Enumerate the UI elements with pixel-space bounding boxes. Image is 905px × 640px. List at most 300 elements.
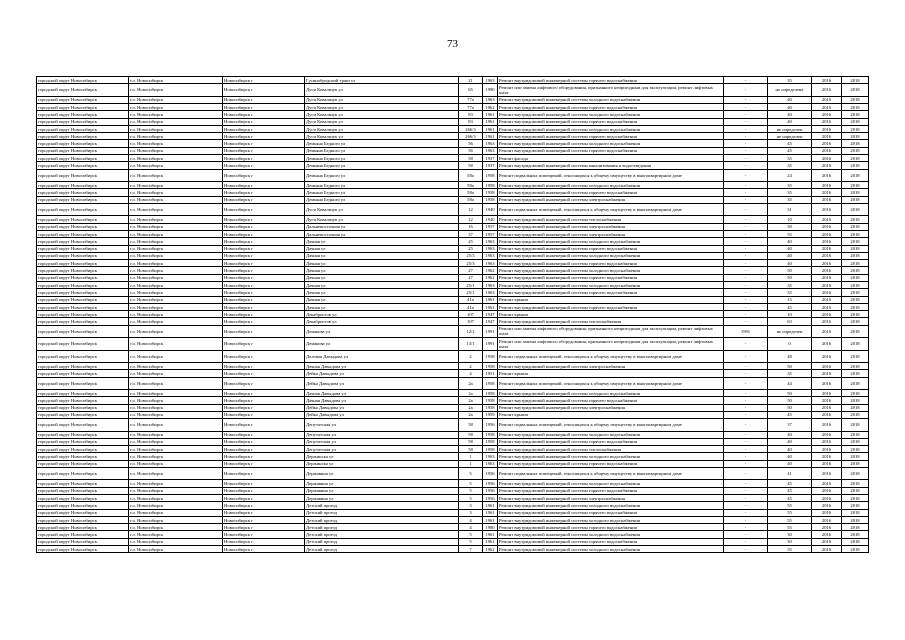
municipality-cell: городской округ Новосибирск xyxy=(37,494,129,501)
municipality-cell: городской округ Новосибирск xyxy=(37,84,129,96)
house-number-cell: 58а xyxy=(459,196,483,203)
year-cell: 1962 xyxy=(483,103,498,110)
street-cell: Держинска ул xyxy=(305,460,459,467)
start-year-cell: 2016 xyxy=(812,509,842,516)
year-cell: 1961 xyxy=(483,538,498,545)
house-number-cell: 25/3 xyxy=(459,260,483,267)
end-year-cell: 2018 xyxy=(842,274,869,281)
end-year-cell: 2018 xyxy=(842,487,869,494)
wear-cell: 35 xyxy=(768,182,812,189)
end-year-cell: 2018 xyxy=(842,267,869,274)
street-cell: Демьяна Бедного ул xyxy=(305,140,459,147)
wear-cell: 44 xyxy=(768,377,812,389)
municipality-cell: городской округ Новосибирск xyxy=(37,404,129,411)
house-number-cell: 16 xyxy=(459,223,483,230)
wear-cell: 40 xyxy=(768,431,812,438)
extra-year-cell: - xyxy=(724,494,768,501)
start-year-cell: 2016 xyxy=(812,411,842,418)
house-number-cell: 83 xyxy=(459,118,483,125)
wear-cell: 40 xyxy=(768,460,812,467)
extra-year-cell: - xyxy=(724,531,768,538)
start-year-cell: 2016 xyxy=(812,147,842,154)
wear-cell: 50 xyxy=(768,404,812,411)
work-type-cell: Ремонт внутридомовой инженерной системы горячего водоснабжения xyxy=(498,538,724,545)
start-year-cell: 2016 xyxy=(812,155,842,162)
wear-cell: 40 xyxy=(768,245,812,252)
street-cell: Демьяна Бедного ул xyxy=(305,196,459,203)
table-row xyxy=(37,318,869,325)
end-year-cell: 2018 xyxy=(842,516,869,523)
extra-year-cell: - xyxy=(724,468,768,480)
table-row xyxy=(37,182,869,189)
house-number-cell: 2 xyxy=(459,362,483,369)
street-cell: Дуси Ковальчук ул xyxy=(305,125,459,132)
municipality-cell: городской округ Новосибирск xyxy=(37,169,129,181)
wear-cell: 37 xyxy=(768,419,812,431)
street-cell: Дачная Давыдова ул xyxy=(305,397,459,404)
year-cell: 1947 xyxy=(483,311,498,318)
district-cell: г.о. Новосибирск xyxy=(129,189,223,196)
work-type-cell: Ремонт внутридомовой инженерной системы холодного водоснабжения xyxy=(498,282,724,289)
year-cell: 1957 xyxy=(483,230,498,237)
house-number-cell: 266/3 xyxy=(459,133,483,140)
end-year-cell: 2018 xyxy=(842,96,869,103)
wear-cell: 30 xyxy=(768,538,812,545)
district-cell: г.о. Новосибирск xyxy=(129,318,223,325)
work-type-cell: Ремонт внутридомовой инженерной системы горячего водоснабжения xyxy=(498,289,724,296)
extra-year-cell: - xyxy=(724,389,768,396)
page-number: 73 xyxy=(447,38,458,50)
end-year-cell: 2018 xyxy=(842,453,869,460)
table-row xyxy=(37,155,869,162)
end-year-cell: 2018 xyxy=(842,431,869,438)
year-cell: 1963 xyxy=(483,96,498,103)
table-row xyxy=(37,370,869,377)
year-cell: 1961 xyxy=(483,303,498,310)
district-cell: г.о. Новосибирск xyxy=(129,267,223,274)
end-year-cell: 2018 xyxy=(842,245,869,252)
city-cell: Новосибирск г xyxy=(223,370,305,377)
district-cell: г.о. Новосибирск xyxy=(129,446,223,453)
street-cell: Демьяна Бедного ул xyxy=(305,162,459,169)
municipality-cell: городской округ Новосибирск xyxy=(37,338,129,350)
work-type-cell: Ремонт внутридомовой инженерной системы холодного водоснабжения xyxy=(498,502,724,509)
work-type-cell: Ремонт подвальных помещений, относящихся к общему имуществу в многоквартирном доме xyxy=(498,377,724,389)
work-type-cell: Ремонт внутридомовой инженерной системы электроснабжения xyxy=(498,196,724,203)
wear-cell: не определена xyxy=(768,84,812,96)
street-cell: Дуси Ковальчук ул xyxy=(305,133,459,140)
municipality-cell: городской округ Новосибирск xyxy=(37,411,129,418)
municipality-cell: городской округ Новосибирск xyxy=(37,468,129,480)
wear-cell: 40 xyxy=(768,96,812,103)
city-cell: Новосибирск г xyxy=(223,111,305,118)
table-row xyxy=(37,84,869,96)
house-number-cell: 2а xyxy=(459,397,483,404)
street-cell: Детский проезд xyxy=(305,516,459,523)
municipality-cell: городской округ Новосибирск xyxy=(37,296,129,303)
start-year-cell: 2016 xyxy=(812,103,842,110)
extra-year-cell: - xyxy=(724,453,768,460)
end-year-cell: 2018 xyxy=(842,182,869,189)
district-cell: г.о. Новосибирск xyxy=(129,546,223,553)
year-cell: 1940 xyxy=(483,216,498,223)
extra-year-cell: - xyxy=(724,480,768,487)
year-cell: 1980 xyxy=(483,524,498,531)
extra-year-cell: - xyxy=(724,203,768,215)
wear-cell: 50 xyxy=(768,397,812,404)
year-cell: 1963 xyxy=(483,238,498,245)
district-cell: г.о. Новосибирск xyxy=(129,216,223,223)
start-year-cell: 2016 xyxy=(812,196,842,203)
end-year-cell: 2018 xyxy=(842,155,869,162)
house-number-cell: 7 xyxy=(459,546,483,553)
house-number-cell: 2 xyxy=(459,350,483,362)
extra-year-cell: - xyxy=(724,267,768,274)
wear-cell: 50 xyxy=(768,223,812,230)
work-type-cell: Ремонт внутридомовой инженерной системы теплоснабжения xyxy=(498,446,724,453)
street-cell: Дачная ул xyxy=(305,289,459,296)
district-cell: г.о. Новосибирск xyxy=(129,453,223,460)
wear-cell: 50 xyxy=(768,389,812,396)
extra-year-cell: - xyxy=(724,111,768,118)
wear-cell: 45 xyxy=(768,140,812,147)
city-cell: Новосибирск г xyxy=(223,267,305,274)
extra-year-cell: - xyxy=(724,370,768,377)
wear-cell: 10 xyxy=(768,216,812,223)
house-number-cell: 56 xyxy=(459,140,483,147)
extra-year-cell: - xyxy=(724,147,768,154)
house-number-cell: 2а xyxy=(459,404,483,411)
district-cell: г.о. Новосибирск xyxy=(129,531,223,538)
district-cell: г.о. Новосибирск xyxy=(129,162,223,169)
end-year-cell: 2018 xyxy=(842,446,869,453)
work-type-cell: Ремонт внутридомовой инженерной системы электроснабжения xyxy=(498,223,724,230)
work-type-cell: Ремонт внутридомовой инженерной системы холодного водоснабжения xyxy=(498,531,724,538)
year-cell: 1963 xyxy=(483,460,498,467)
street-cell: Дуси Ковальчук ул xyxy=(305,84,459,96)
year-cell: 1958 xyxy=(483,189,498,196)
end-year-cell: 2018 xyxy=(842,531,869,538)
end-year-cell: 2018 xyxy=(842,438,869,445)
wear-cell: 15 xyxy=(768,296,812,303)
extra-year-cell: - xyxy=(724,118,768,125)
city-cell: Новосибирск г xyxy=(223,155,305,162)
wear-cell: 45 xyxy=(768,411,812,418)
work-type-cell: Ремонт внутридомовой инженерной системы горячего водоснабжения xyxy=(498,487,724,494)
district-cell: г.о. Новосибирск xyxy=(129,362,223,369)
street-cell: Дуси Ковальчук ул xyxy=(305,103,459,110)
year-cell: 1956 xyxy=(483,480,498,487)
house-number-cell: 77а xyxy=(459,96,483,103)
municipality-cell: городской округ Новосибирск xyxy=(37,303,129,310)
end-year-cell: 2018 xyxy=(842,377,869,389)
work-type-cell: Ремонт внутридомовой инженерной системы горячего водоснабжения xyxy=(498,189,724,196)
table-row xyxy=(37,487,869,494)
end-year-cell: 2018 xyxy=(842,196,869,203)
house-number-cell: 13/1 xyxy=(459,338,483,350)
house-number-cell: 58 xyxy=(459,155,483,162)
district-cell: г.о. Новосибирск xyxy=(129,509,223,516)
house-number-cell: 25/3 xyxy=(459,252,483,259)
municipality-cell: городской округ Новосибирск xyxy=(37,282,129,289)
start-year-cell: 2016 xyxy=(812,162,842,169)
table-row xyxy=(37,133,869,140)
work-type-cell: Ремонт внутридомовой инженерной системы электроснабжения xyxy=(498,230,724,237)
end-year-cell: 2018 xyxy=(842,147,869,154)
municipality-cell: городской округ Новосибирск xyxy=(37,538,129,545)
end-year-cell: 2018 xyxy=(842,289,869,296)
district-cell: г.о. Новосибирск xyxy=(129,325,223,337)
district-cell: г.о. Новосибирск xyxy=(129,389,223,396)
wear-cell: 40 xyxy=(768,238,812,245)
house-number-cell: 58 xyxy=(459,431,483,438)
house-number-cell: 25 xyxy=(459,245,483,252)
extra-year-cell: - xyxy=(724,419,768,431)
city-cell: Новосибирск г xyxy=(223,96,305,103)
start-year-cell: 2016 xyxy=(812,370,842,377)
year-cell: 1956 xyxy=(483,468,498,480)
wear-cell: 35 xyxy=(768,196,812,203)
year-cell: 1963 xyxy=(483,245,498,252)
table-row xyxy=(37,96,869,103)
district-cell: г.о. Новосибирск xyxy=(129,77,223,84)
district-cell: г.о. Новосибирск xyxy=(129,397,223,404)
municipality-cell: городской округ Новосибирск xyxy=(37,370,129,377)
city-cell: Новосибирск г xyxy=(223,438,305,445)
work-type-cell: Ремонт или замена лифтового оборудования, признанного непригодным для эксплуатации, ремонт лифтовых шахт xyxy=(498,338,724,350)
house-number-cell: 5 xyxy=(459,538,483,545)
city-cell: Новосибирск г xyxy=(223,169,305,181)
city-cell: Новосибирск г xyxy=(223,502,305,509)
district-cell: г.о. Новосибирск xyxy=(129,431,223,438)
house-number-cell: 5 xyxy=(459,487,483,494)
municipality-cell: городской округ Новосибирск xyxy=(37,397,129,404)
table-row xyxy=(37,118,869,125)
end-year-cell: 2018 xyxy=(842,303,869,310)
district-cell: г.о. Новосибирск xyxy=(129,245,223,252)
work-type-cell: Ремонт внутридомовой инженерной системы горячего водоснабжения xyxy=(498,245,724,252)
year-cell: 1958 xyxy=(483,362,498,369)
year-cell: 1962 xyxy=(483,267,498,274)
wear-cell: 40 xyxy=(768,111,812,118)
work-type-cell: Ремонт внутридомовой инженерной системы горячего водоснабжения xyxy=(498,103,724,110)
end-year-cell: 2018 xyxy=(842,169,869,181)
end-year-cell: 2018 xyxy=(842,502,869,509)
municipality-cell: городской округ Новосибирск xyxy=(37,111,129,118)
year-cell: 1963 xyxy=(483,289,498,296)
year-cell: 1947 xyxy=(483,318,498,325)
year-cell: 1961 xyxy=(483,111,498,118)
municipality-cell: городской округ Новосибирск xyxy=(37,438,129,445)
work-type-cell: Ремонт внутридомовой инженерной системы горячего водоснабжения xyxy=(498,260,724,267)
work-type-cell: Ремонт внутридомовой инженерной системы электроснабжения xyxy=(498,494,724,501)
work-type-cell: Ремонт внутридомовой инженерной системы теплоснабжения xyxy=(498,216,724,223)
city-cell: Новосибирск г xyxy=(223,296,305,303)
city-cell: Новосибирск г xyxy=(223,282,305,289)
wear-cell: 55 xyxy=(768,516,812,523)
house-number-cell: 58а xyxy=(459,169,483,181)
year-cell: 1961 xyxy=(483,516,498,523)
house-number-cell: 4 xyxy=(459,516,483,523)
district-cell: г.о. Новосибирск xyxy=(129,468,223,480)
start-year-cell: 2016 xyxy=(812,203,842,215)
street-cell: Детский проезд xyxy=(305,531,459,538)
work-type-cell: Ремонт внутридомовой инженерной системы горячего водоснабжения xyxy=(498,438,724,445)
work-type-cell: Ремонт внутридомовой инженерной системы холодного водоснабжения xyxy=(498,389,724,396)
table-row xyxy=(37,377,869,389)
end-year-cell: 2018 xyxy=(842,494,869,501)
street-cell: Державина ул xyxy=(305,468,459,480)
house-number-cell: 107 xyxy=(459,311,483,318)
street-cell: Демьяна Бедного ул xyxy=(305,189,459,196)
wear-cell: 55 xyxy=(768,546,812,553)
wear-cell: 31 xyxy=(768,203,812,215)
house-number-cell: 83 xyxy=(459,111,483,118)
table-row xyxy=(37,238,869,245)
table-row xyxy=(37,147,869,154)
wear-cell: 45 xyxy=(768,147,812,154)
municipality-cell: городской округ Новосибирск xyxy=(37,546,129,553)
city-cell: Новосибирск г xyxy=(223,362,305,369)
work-type-cell: Ремонт внутридомовой инженерной системы холодного водоснабжения xyxy=(498,252,724,259)
table-row xyxy=(37,516,869,523)
house-number-cell: 3 xyxy=(459,502,483,509)
table-row xyxy=(37,438,869,445)
end-year-cell: 2018 xyxy=(842,509,869,516)
municipality-cell: городской округ Новосибирск xyxy=(37,389,129,396)
year-cell: 1961 xyxy=(483,125,498,132)
end-year-cell: 2018 xyxy=(842,362,869,369)
extra-year-cell: - xyxy=(724,516,768,523)
table-row xyxy=(37,338,869,350)
work-type-cell: Ремонт внутридомовой инженерной системы холодного водоснабжения xyxy=(498,182,724,189)
district-cell: г.о. Новосибирск xyxy=(129,84,223,96)
city-cell: Новосибирск г xyxy=(223,162,305,169)
city-cell: Новосибирск г xyxy=(223,223,305,230)
work-type-cell: Ремонт подвальных помещений, относящихся к общему имуществу в многоквартирном доме xyxy=(498,350,724,362)
work-type-cell: Ремонт внутридомовой инженерной системы горячего водоснабжения xyxy=(498,274,724,281)
table-row xyxy=(37,282,869,289)
year-cell: 1958 xyxy=(483,350,498,362)
municipality-cell: городской округ Новосибирск xyxy=(37,325,129,337)
street-cell: Дуси Ковальчук ул xyxy=(305,96,459,103)
district-cell: г.о. Новосибирск xyxy=(129,133,223,140)
house-number-cell: 56 xyxy=(459,147,483,154)
municipality-cell: городской округ Новосибирск xyxy=(37,103,129,110)
municipality-cell: городской округ Новосибирск xyxy=(37,230,129,237)
extra-year-cell: - xyxy=(724,460,768,467)
start-year-cell: 2016 xyxy=(812,238,842,245)
wear-cell: 0 xyxy=(768,338,812,350)
street-cell: Декабристов ул xyxy=(305,318,459,325)
municipality-cell: городской округ Новосибирск xyxy=(37,446,129,453)
district-cell: г.о. Новосибирск xyxy=(129,311,223,318)
work-type-cell: Ремонт внутридомовой инженерной системы горячего водоснабжения xyxy=(498,147,724,154)
year-cell: 1991 xyxy=(483,325,498,337)
start-year-cell: 2016 xyxy=(812,480,842,487)
wear-cell: 35 xyxy=(768,282,812,289)
wear-cell: 40 xyxy=(768,453,812,460)
municipality-cell: городской округ Новосибирск xyxy=(37,223,129,230)
city-cell: Новосибирск г xyxy=(223,509,305,516)
city-cell: Новосибирск г xyxy=(223,84,305,96)
start-year-cell: 2016 xyxy=(812,438,842,445)
street-cell: Дуси Ковальчук ул xyxy=(305,118,459,125)
extra-year-cell: - xyxy=(724,182,768,189)
start-year-cell: 2016 xyxy=(812,350,842,362)
work-type-cell: Ремонт внутридомовой инженерной системы холодного водоснабжения xyxy=(498,480,724,487)
table-row xyxy=(37,303,869,310)
start-year-cell: 2016 xyxy=(812,189,842,196)
house-number-cell: 58а xyxy=(459,189,483,196)
work-type-cell: Ремонт внутридомовой инженерной системы горячего водоснабжения xyxy=(498,303,724,310)
house-number-cell: 1 xyxy=(459,453,483,460)
wear-cell: не определен xyxy=(768,125,812,132)
house-number-cell: 27 xyxy=(459,274,483,281)
street-cell: Гусинобродский тракт ш xyxy=(305,77,459,84)
year-cell: 1958 xyxy=(483,389,498,396)
extra-year-cell: - xyxy=(724,538,768,545)
start-year-cell: 2016 xyxy=(812,516,842,523)
year-cell: 1958 xyxy=(483,438,498,445)
municipality-cell: городской округ Новосибирск xyxy=(37,155,129,162)
end-year-cell: 2018 xyxy=(842,162,869,169)
extra-year-cell: - xyxy=(724,230,768,237)
extra-year-cell: 1991 xyxy=(724,325,768,337)
municipality-cell: городской округ Новосибирск xyxy=(37,362,129,369)
wear-cell: 35 xyxy=(768,77,812,84)
district-cell: г.о. Новосибирск xyxy=(129,196,223,203)
extra-year-cell: - xyxy=(724,487,768,494)
municipality-cell: городской округ Новосибирск xyxy=(37,509,129,516)
start-year-cell: 2016 xyxy=(812,296,842,303)
house-number-cell: 12 xyxy=(459,216,483,223)
year-cell: 1963 xyxy=(483,140,498,147)
street-cell: Дейка Давыдова ул xyxy=(305,411,459,418)
start-year-cell: 2016 xyxy=(812,140,842,147)
municipality-cell: городской округ Новосибирск xyxy=(37,182,129,189)
street-cell: Дачная Давыдова ул xyxy=(305,389,459,396)
work-type-cell: Ремонт внутридомовой инженерной системы холодного водоснабжения xyxy=(498,431,724,438)
extra-year-cell: - xyxy=(724,274,768,281)
house-number-cell: 5 xyxy=(459,494,483,501)
district-cell: г.о. Новосибирск xyxy=(129,480,223,487)
year-cell: 1963 xyxy=(483,282,498,289)
district-cell: г.о. Новосибирск xyxy=(129,238,223,245)
start-year-cell: 2016 xyxy=(812,502,842,509)
city-cell: Новосибирск г xyxy=(223,446,305,453)
wear-cell: 45 xyxy=(768,494,812,501)
start-year-cell: 2016 xyxy=(812,318,842,325)
district-cell: г.о. Новосибирск xyxy=(129,111,223,118)
year-cell: 1956 xyxy=(483,494,498,501)
work-type-cell: Ремонт внутридомовой инженерной системы электроснабжения xyxy=(498,404,724,411)
district-cell: г.о. Новосибирск xyxy=(129,303,223,310)
city-cell: Новосибирск г xyxy=(223,147,305,154)
table-row xyxy=(37,509,869,516)
start-year-cell: 2016 xyxy=(812,397,842,404)
street-cell: Державина ул xyxy=(305,487,459,494)
wear-cell: 35 xyxy=(768,370,812,377)
city-cell: Новосибирск г xyxy=(223,289,305,296)
work-type-cell: Ремонт крыши xyxy=(498,411,724,418)
municipality-cell: городской округ Новосибирск xyxy=(37,289,129,296)
extra-year-cell: - xyxy=(724,245,768,252)
house-number-cell: 5 xyxy=(459,480,483,487)
table-row xyxy=(37,524,869,531)
start-year-cell: 2016 xyxy=(812,362,842,369)
city-cell: Новосибирск г xyxy=(223,524,305,531)
